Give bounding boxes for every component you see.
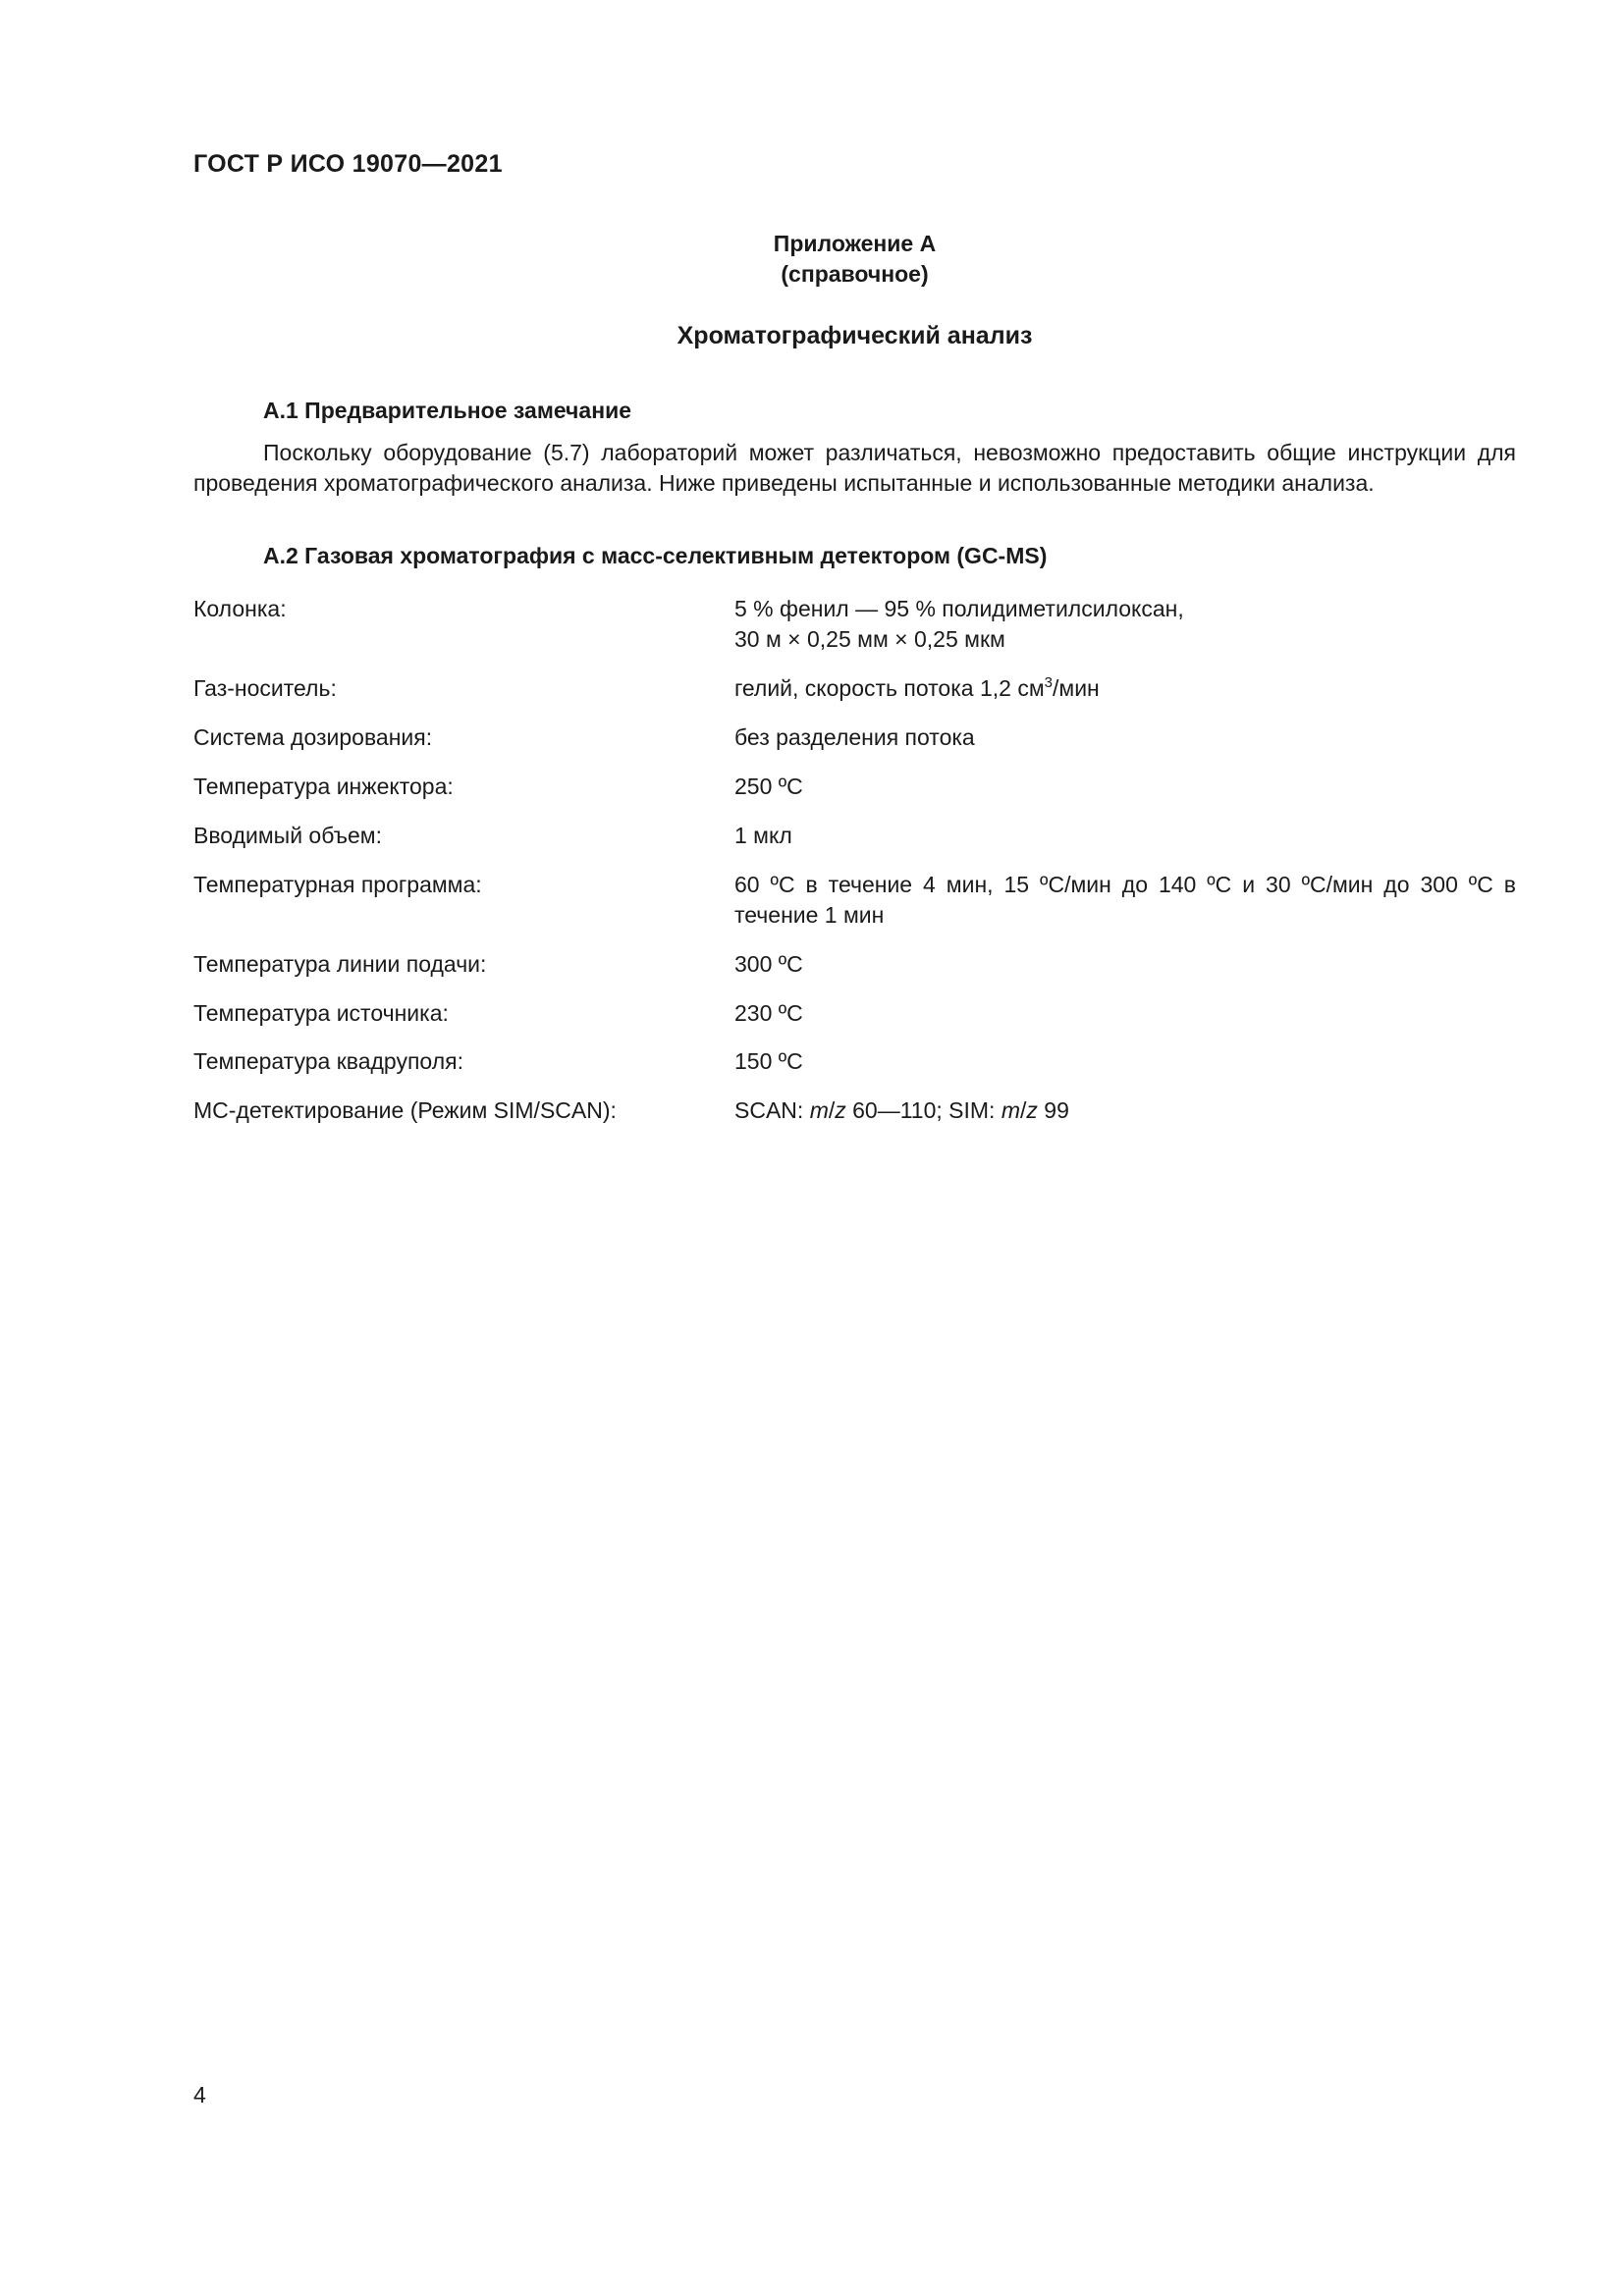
italic-symbol: z	[835, 1097, 846, 1123]
param-label: Колонка:	[193, 596, 287, 621]
italic-symbol: z	[1026, 1097, 1038, 1123]
param-value: 1 мкл	[734, 823, 792, 848]
param-value-line: 5 % фенил — 95 % полидиметилсилоксан,	[734, 596, 1184, 621]
param-value: без разделения потока	[734, 724, 975, 750]
param-label: Система дозирования:	[193, 724, 433, 750]
param-value: 60 ºС в течение 4 мин, 15 ºС/мин до 140 ºС и 30 ºС/мин до 300 ºС в течение 1 мин	[734, 872, 1516, 928]
annex-label: Приложение А	[773, 231, 937, 256]
param-label: Температурная программа:	[193, 872, 482, 897]
param-value-text: гелий, скорость потока 1,2 см	[734, 675, 1045, 701]
section-a1-text: Поскольку оборудование (5.7) лабораторий может различаться, невозможно предоставить общие инструкции для проведения хроматографического анализа. Ниже приведены испытанные и использованные методики анализа.	[193, 440, 1516, 496]
param-value	[734, 594, 1516, 655]
param-label: Температура линии подачи:	[193, 951, 487, 977]
param-label: МС-детектирование (Режим SIM/SCAN):	[193, 1097, 617, 1123]
param-value: 150 ºС	[734, 1048, 803, 1074]
param-value-text: /мин	[1053, 675, 1100, 701]
section-a1-heading: А.1 Предварительное замечание	[263, 398, 632, 423]
document-code: ГОСТ Р ИСО 19070—2021	[193, 150, 503, 178]
superscript: 3	[1044, 674, 1053, 691]
param-label: Температура инжектора:	[193, 774, 454, 799]
param-value-text: /	[828, 1097, 836, 1123]
param-value-line: 30 м × 0,25 мм × 0,25 мкм	[734, 626, 1005, 652]
annex-heading	[193, 229, 1516, 290]
param-label: Газ-носитель:	[193, 675, 337, 701]
param-value: 230 ºС	[734, 1000, 803, 1026]
param-value	[734, 1095, 1516, 1126]
annex-status: (справочное)	[781, 261, 929, 287]
param-value-text: 60—110; SIM:	[845, 1097, 1001, 1123]
param-value	[734, 673, 1516, 704]
param-label: Температура квадруполя:	[193, 1048, 463, 1074]
param-value-text: 99	[1037, 1097, 1069, 1123]
param-label: Вводимый объем:	[193, 823, 383, 848]
section-a2-heading: А.2 Газовая хроматография с масс-селективным детектором (GC-MS)	[263, 543, 1048, 568]
section-a1-paragraph	[193, 438, 1516, 499]
param-value: 250 ºС	[734, 774, 803, 799]
param-value-text: SCAN:	[734, 1097, 810, 1123]
param-label: Температура источника:	[193, 1000, 449, 1026]
italic-symbol: m	[809, 1097, 829, 1123]
param-value: 300 ºС	[734, 951, 803, 977]
annex-title: Хроматографический анализ	[677, 322, 1033, 349]
param-value-text: /	[1020, 1097, 1027, 1123]
italic-symbol: m	[1001, 1097, 1021, 1123]
page-number: 4	[193, 2082, 206, 2108]
